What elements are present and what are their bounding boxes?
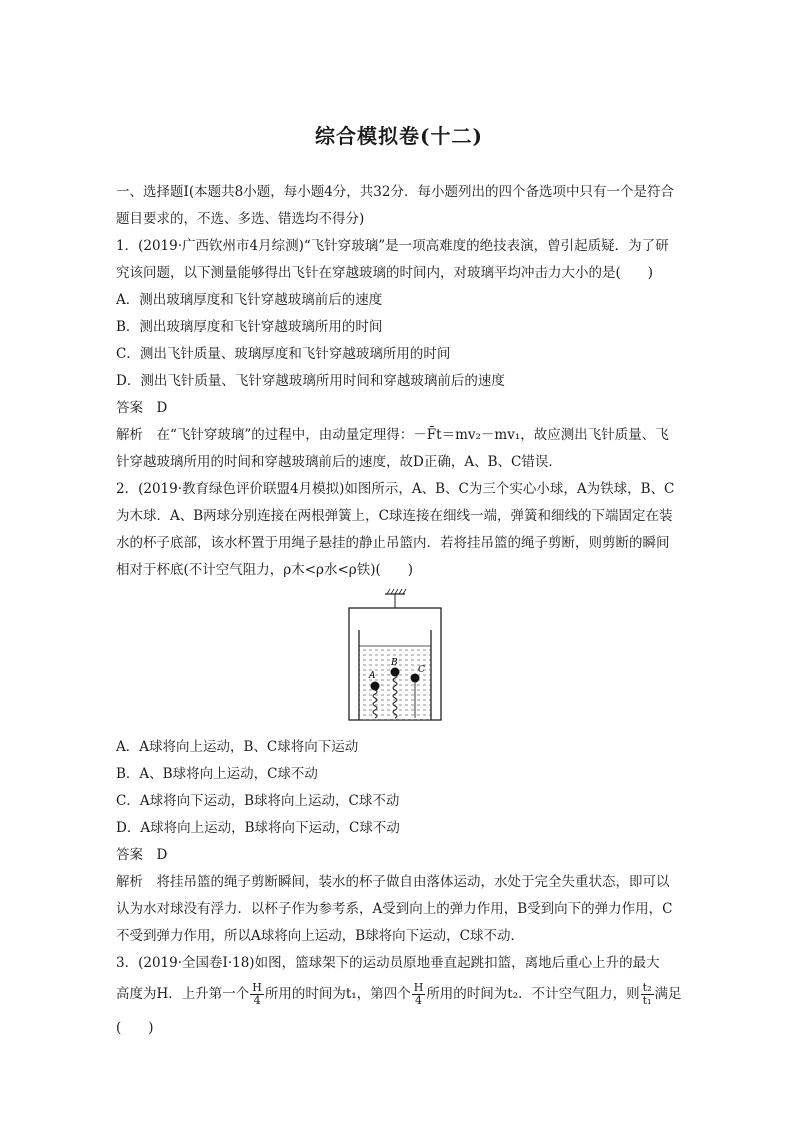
section-heading: 一、选择题Ⅰ(本题共8小题，每小题4分，共32分．每小题列出的四个备选项中只有一个是符合题目要求的，不选、多选、错选均不得分) [116,184,674,227]
hanging-basket-figure [116,588,682,728]
q2-answer: 答案 D [116,847,168,863]
q2-stem: 2．(2019·教育绿色评价联盟4月模拟)如图所示，A、B、C为三个实心小球，A为铁球，B、C为木球．A、B两球分别连接在两根弹簧上，C球连接在细线一端，弹簧和细线的下端固定在装水的杯子底部，该水杯置于用绳子悬挂的静止吊篮内．若将挂吊篮的绳子剪断，则剪断的瞬间相对于杯底(不计空气阻力，ρ木<ρ水<ρ铁)( ) [116,481,675,578]
page-title: 综合模拟卷(十二) [315,124,483,148]
ratio-den: t₁ [642,994,652,1007]
document-page [116,120,682,1045]
ball-a [371,682,380,691]
q1-option-b: B．测出玻璃厚度和飞针穿越玻璃所用的时间 [116,319,383,335]
q2-option-c: C．A球将向下运动，B球将向上运动，C球不动 [116,793,400,809]
q2-analysis: 解析 将挂吊篮的绳子剪断瞬间，装水的杯子做自由落体运动，水处于完全失重状态，即可以认为水对球没有浮力．以杯子作为参考系，A受到向上的弹力作用，B受到向下的弹力作用，C不受到弹力作用，所以A球将向上运动，B球将向下运动，C球不动． [116,874,673,944]
ceiling-hatch [387,589,406,594]
frac-num-1: H [252,981,262,994]
frac-num-2: H [413,981,424,994]
q3-text-3: 所用的时间为t₂．不计空气阻力，则 [426,986,640,1002]
label-b: B [391,658,398,668]
q3-stem-line1: 3．(2019·全国卷Ⅰ·18)如图，篮球架下的运动员原地垂直起跳扣篮，离地后重心上升的最大 [116,955,660,971]
q2-option-d: D．A球将向上运动，B球将向下运动，C球不动 [116,820,400,836]
label-a: A [369,671,376,681]
fraction-t2-over-t1 [641,982,654,1007]
q2-option-a: A．A球将向上运动，B、C球将向下运动 [116,739,359,755]
q3-text-1: 高度为H．上升第一个 [116,986,250,1002]
basket-diagram [345,588,445,724]
q1-analysis: 解析 在“飞针穿玻璃”的过程中，由动量定理得：－F̄t＝mv₂－mv₁，故应测出飞针质量、飞针穿越玻璃所用的时间和穿越玻璃前后的速度，故D正确，A、B、C错误． [116,427,669,470]
q3-stem-line2 [116,977,682,1045]
q1-option-c: C．测出飞针质量、玻璃厚度和飞针穿越玻璃所用的时间 [116,346,451,362]
q2-option-b: B．A、B球将向上运动，C球不动 [116,766,318,782]
frac-den-1: 4 [253,994,261,1007]
ball-b [391,668,400,677]
label-c: C [418,665,425,675]
q3-text-4: 满足( ) [116,986,682,1036]
frac-den-2: 4 [415,994,423,1007]
ratio-num: t₂ [642,981,652,994]
q1-option-d: D．测出飞针质量、飞针穿越玻璃所用时间和穿越玻璃前后的速度 [116,373,505,389]
q1-option-a: A．测出玻璃厚度和飞针穿越玻璃前后的速度 [116,292,383,308]
q1-answer: 答案 D [116,400,168,416]
q1-stem: 1．(2019·广西钦州市4月综测)“飞针穿玻璃”是一项高难度的绝技表演，曾引起质疑．为了研究该问题，以下测量能够得出飞针在穿越玻璃的时间内，对玻璃平均冲击力大小的是( ) [116,238,669,281]
fraction-h-over-4-second [412,982,426,1007]
fraction-h-over-4 [250,982,264,1007]
q3-text-2: 所用的时间为t₁，第四个 [264,986,411,1002]
